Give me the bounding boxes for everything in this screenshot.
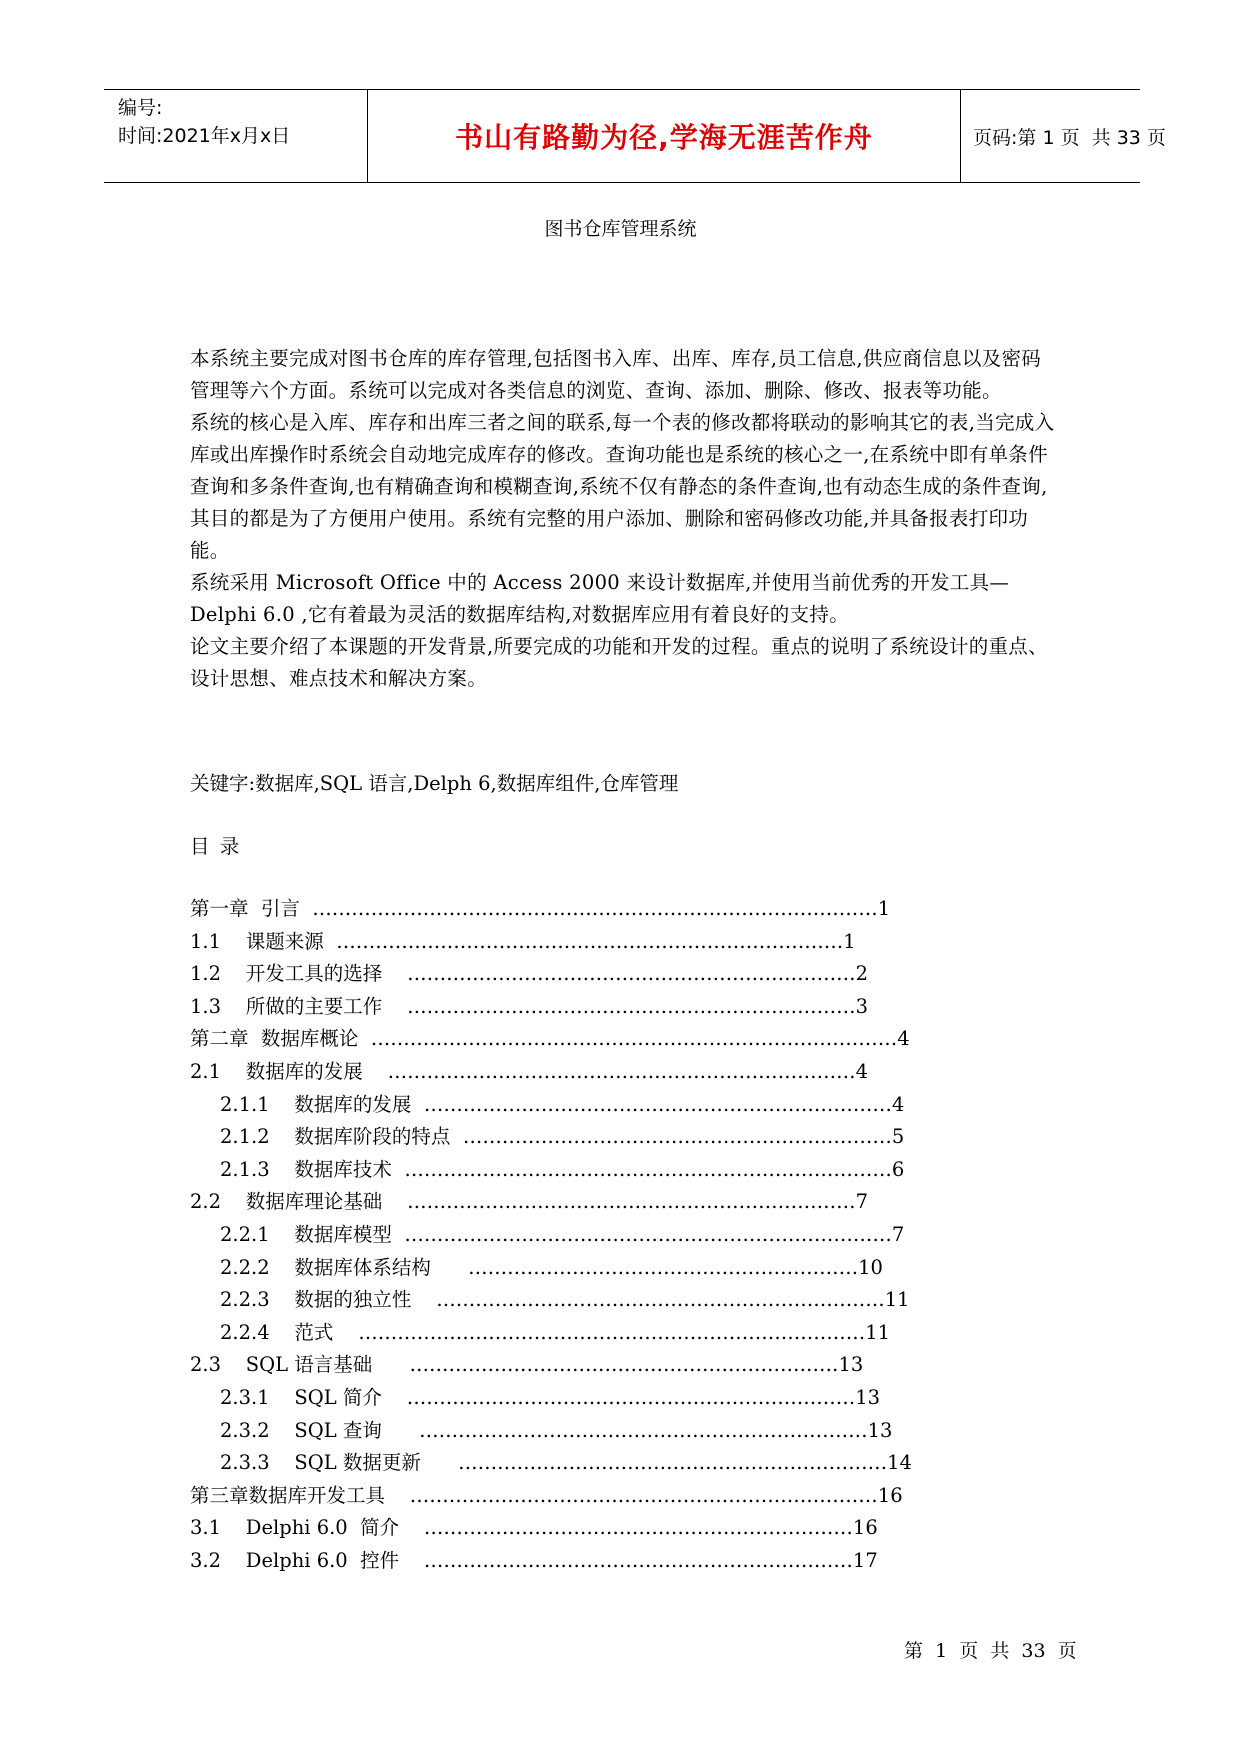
toc-leader-dots: …………………………………………………………… — [436, 1288, 885, 1312]
toc-entry — [190, 991, 1070, 1024]
toc-entry — [190, 958, 1070, 991]
number-label: 编号: — [118, 97, 163, 119]
toc-leader-dots: …………………………………………………………………… — [336, 929, 844, 953]
toc-entry — [190, 1415, 1070, 1448]
toc-leader-dots: ……………………………………………………………… — [387, 1059, 856, 1083]
document-title: 图书仓库管理系统 — [544, 218, 697, 240]
toc-entry-label: 2.2.1 数据库模型 — [220, 1222, 405, 1246]
toc-leader-dots: ……………………………………………………………………… — [370, 1027, 898, 1051]
page-header — [104, 89, 1166, 183]
toc-leader-dots: …………………………………………………………… — [407, 1190, 856, 1214]
toc-page-number: 5 — [891, 1125, 905, 1149]
toc-entry-label: 第三章数据库开发工具 — [190, 1483, 410, 1507]
toc-page-number: 1 — [843, 929, 856, 953]
abstract — [190, 343, 1060, 695]
toc-page-number: 17 — [852, 1548, 878, 1572]
toc-leader-dots: ………………………………………………………………… — [404, 1222, 892, 1246]
toc-entry-label: 2.3 SQL 语言基础 — [190, 1353, 410, 1377]
toc-entry-label: 2.1.3 数据库技术 — [220, 1157, 405, 1181]
toc-entry-label: 2.3.1 SQL 简介 — [220, 1385, 407, 1409]
toc-leader-dots: ……………………………………………………………… — [423, 1092, 892, 1116]
toc-entry — [190, 1023, 1070, 1056]
toc-entry-label: 2.1.1 数据库的发展 — [220, 1092, 424, 1116]
toc-page-number: 1 — [877, 897, 891, 920]
toc-leader-dots: ………………………………………………………… — [409, 1353, 839, 1377]
toc-page-number: 3 — [855, 994, 869, 1018]
toc-page-number: 13 — [838, 1353, 864, 1377]
toc-leader-dots: …………………………………………………………… — [407, 962, 856, 986]
toc-leader-dots: …………………………………………………………………………… — [312, 897, 878, 920]
toc-leader-dots: …………………………………………………………………… — [358, 1320, 866, 1344]
toc-page-number: 10 — [858, 1255, 883, 1279]
toc-entry-label: 第二章 数据库概论 — [190, 1027, 371, 1051]
toc-entry-label: 2.2 数据库理论基础 — [190, 1190, 408, 1214]
toc-page-number: 4 — [897, 1027, 910, 1051]
toc-page-number: 11 — [865, 1320, 891, 1344]
toc-page-number: 7 — [891, 1222, 905, 1246]
abstract-paragraph: 本系统主要完成对图书仓库的库存管理,包括图书入库、出库、库存,员工信息,供应商信息以及密码管理等六个方面。系统可以完成对各类信息的浏览、查询、添加、删除、修改、报表等功能。 — [190, 347, 1042, 402]
abstract-paragraph: 论文主要介绍了本课题的开发背景,所要完成的功能和开发的过程。重点的说明了系统设计的重点、设计思想、难点技术和解决方案。 — [190, 635, 1048, 690]
toc-page-number: 2 — [855, 962, 869, 986]
toc-entry-label: 2.2.3 数据的独立性 — [220, 1288, 437, 1312]
toc-entry — [190, 1056, 1070, 1089]
toc-entry — [190, 1349, 1070, 1382]
toc-leader-dots: …………………………………………………… — [468, 1255, 859, 1279]
toc-entry-label: 1.3 所做的主要工作 — [190, 994, 408, 1018]
toc-page-number: 16 — [877, 1483, 903, 1507]
toc-page-number: 13 — [867, 1418, 893, 1442]
toc-entry — [190, 1447, 1070, 1480]
toc-page-number: 6 — [891, 1157, 905, 1181]
time-label: 时间:2021年x月x日 — [118, 125, 291, 147]
toc-leader-dots: ………………………………………………………… — [458, 1451, 888, 1475]
toc-entry — [190, 926, 1070, 959]
toc-leader-dots: …………………………………………………………… — [406, 1385, 856, 1409]
toc-entry-label: 3.2 Delphi 6.0 控件 — [190, 1548, 424, 1572]
toc-entry-label: 2.1.2 数据库阶段的特点 — [220, 1125, 463, 1149]
toc-entry — [190, 1382, 1070, 1415]
toc-leader-dots: …………………………………………………………… — [407, 994, 856, 1018]
toc-entry — [190, 1252, 1070, 1285]
toc-entry — [190, 893, 1070, 926]
toc-page-number: 11 — [884, 1288, 910, 1312]
toc-leader-dots: ……………………………………………………………… — [409, 1483, 878, 1507]
toc-entry — [190, 1545, 1070, 1578]
toc-entry-label: 2.3.3 SQL 数据更新 — [220, 1451, 459, 1475]
toc-leader-dots: …………………………………………………………… — [419, 1418, 868, 1442]
toc-entry-label: 第一章 引言 — [190, 897, 313, 920]
abstract-paragraph: 系统采用 Microsoft Office 中的 Access 2000 来设计数据库,并使用当前优秀的开发工具—Delphi 6.0 ,它有着最为灵活的数据库结构,对数据库应用有着良好的支持。 — [190, 571, 1010, 626]
keywords: 关键字:数据库,SQL 语言,Delph 6,数据库组件,仓库管理 — [190, 772, 679, 795]
toc-page-number: 4 — [891, 1092, 905, 1116]
toc-heading: 目 录 — [190, 835, 242, 858]
abstract-paragraph: 系统的核心是入库、库存和出库三者之间的联系,每一个表的修改都将联动的影响其它的表,当完成入库或出库操作时系统会自动地完成库存的修改。查询功能也是系统的核心之一,在系统中即有单条件查询和多条件查询,也有精确查询和模糊查询,系统不仅有静态的条件查询,也有动态生成的条件查询,其目的都是为了方便用户使用。系统有完整的用户添加、删除和密码修改功能,并具备报表打印功能。 — [190, 411, 1055, 562]
toc-leader-dots: ………………………………………………………… — [423, 1548, 853, 1572]
toc-entry-label: 2.2.4 范式 — [220, 1320, 359, 1344]
page-footer: 第 1 页 共 33 页 — [904, 1640, 1077, 1662]
toc-entry-label: 2.1 数据库的发展 — [190, 1059, 388, 1083]
toc-entry — [190, 1089, 1070, 1122]
toc-page-number: 7 — [855, 1190, 869, 1214]
toc-entry — [190, 1480, 1070, 1513]
page-info-text: 页码:第 1 页 共 33 页 — [973, 126, 1166, 149]
toc-entry-label: 3.1 Delphi 6.0 简介 — [190, 1516, 424, 1540]
toc-entry-label: 1.1 课题来源 — [190, 929, 337, 953]
toc-entry — [190, 1512, 1070, 1545]
toc-entry — [190, 1284, 1070, 1317]
toc-entry-label: 2.2.2 数据库体系结构 — [220, 1255, 469, 1279]
toc-entry — [190, 1317, 1070, 1350]
toc-page-number: 14 — [887, 1451, 912, 1475]
toc-entry-label: 1.2 开发工具的选择 — [190, 962, 408, 986]
toc-leader-dots: ………………………………………………………………… — [404, 1157, 892, 1181]
toc-entry — [190, 1121, 1070, 1154]
toc-page-number: 4 — [855, 1059, 869, 1083]
toc-leader-dots: ………………………………………………………… — [423, 1516, 853, 1540]
header-meta — [118, 94, 358, 150]
table-of-contents — [190, 893, 1070, 1577]
header-page-info — [973, 90, 1166, 182]
toc-entry — [190, 1186, 1070, 1219]
header-motto: 书山有路勤为径,学海无涯苦作舟 — [367, 90, 961, 182]
toc-entry-label: 2.3.2 SQL 查询 — [220, 1418, 420, 1442]
toc-entry — [190, 1219, 1070, 1252]
toc-page-number: 16 — [852, 1516, 878, 1540]
toc-entry — [190, 1154, 1070, 1187]
toc-leader-dots: ………………………………………………………… — [462, 1125, 892, 1149]
toc-page-number: 13 — [855, 1385, 881, 1409]
